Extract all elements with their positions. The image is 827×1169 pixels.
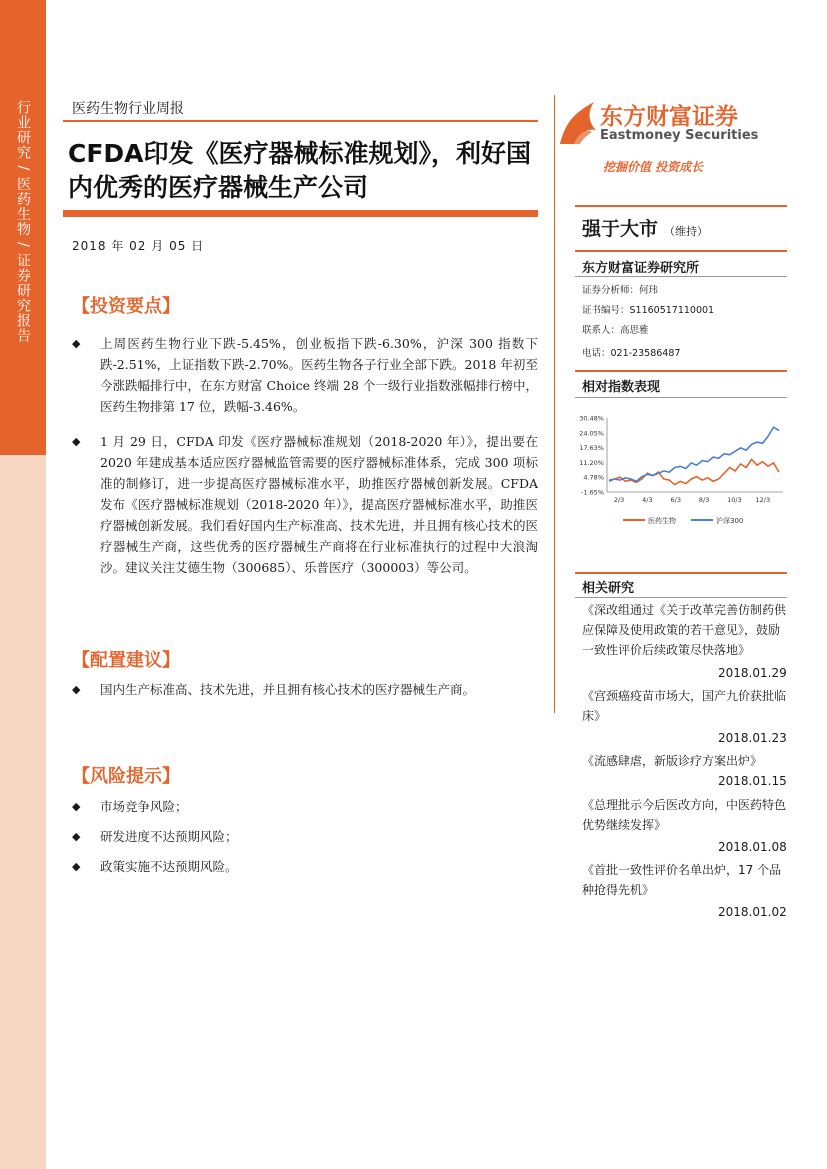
report-date: 2018 年 02 月 05 日	[72, 239, 205, 253]
research-heading-rule	[575, 597, 787, 598]
report-category: 医药生物行业周报	[72, 101, 184, 117]
x-tick-label: 8/3	[698, 496, 710, 504]
y-tick-label: 24.05%	[579, 429, 604, 438]
rating-bottom-rule	[575, 250, 787, 252]
series-line	[609, 427, 779, 481]
rating-note: （维持）	[664, 225, 709, 238]
y-tick-label: 17.63%	[579, 444, 604, 453]
allocation-heading: 【配置建议】	[72, 650, 180, 671]
research-heading: 相关研究	[582, 581, 635, 596]
risk-list	[72, 796, 538, 877]
institute-name: 东方财富证券研究所	[582, 261, 700, 276]
x-tick-label: 12/3	[755, 496, 771, 504]
research-top-rule	[575, 572, 787, 574]
chart-top-rule	[575, 370, 787, 372]
y-tick-label: -1.65%	[581, 488, 604, 497]
research-item-date: 2018.01.29	[718, 666, 787, 680]
rating-top-rule	[575, 205, 787, 207]
relative-index-chart	[573, 408, 788, 543]
certificate: 证书编号：S1160517110001	[582, 305, 715, 316]
risk-heading: 【风险提示】	[72, 766, 180, 787]
list-item: ◆ 上周医药生物行业下跌-5.45%，创业板指下跌-6.30%，沪深 300 指数下跌-2.51%，上证指数下跌-2.70%。医药生物各子行业全部下跌。2018 年初至今涨跌幅排行中，在东方财富 Choice 终端 28 个一级行业指数涨幅排行榜中，医药生物排第 17 位，跌幅-3.46%。	[72, 333, 538, 417]
diamond-bullet-icon: ◆	[72, 860, 81, 873]
diamond-bullet-icon: ◆	[72, 830, 81, 843]
list-item: ◆ 政策实施不达预期风险。	[72, 856, 538, 877]
x-tick-label: 4/3	[642, 496, 653, 504]
column-divider	[554, 95, 555, 713]
list-item: ◆ 1 月 29 日，CFDA 印发《医疗器械标准规划（2018-2020 年）》，提出要在 2020 年建成基本适应医疗器械监管需要的医疗器械标准体系，完成 300 项标准的制修订，进一步提高医疗器械标准水平，助推医疗器械创新发展。CFDA 发布《医疗器械标准规划（2018-2020 年）》，提高医疗器械标准水平，助推医疗器械创新发展。我们看好国内生产标准高、技术先进，并且拥有核心技术的医疗器械生产商，这些优秀的医疗器械生产商将在行业标准执行的过程中大浪淘沙。建议关注艾德生物（300685）、乐普医疗（300003）等公司。	[72, 431, 538, 578]
research-item-title[interactable]: 《总理批示今后医改方向，中医药特色优势继续发挥》	[582, 798, 787, 832]
rating-value: 强于大市	[582, 218, 659, 240]
list-item: ◆ 研发进度不达预期风险；	[72, 826, 538, 847]
institute-rule	[575, 276, 787, 277]
contact: 联系人：高思雅	[582, 325, 649, 336]
legend-label: 沪深300	[716, 517, 744, 525]
diamond-bullet-icon: ◆	[72, 800, 81, 813]
diamond-bullet-icon: ◆	[72, 435, 81, 448]
y-tick-label: 11.20%	[579, 458, 604, 467]
research-item-title[interactable]: 《首批一致性评价名单出炉，17 个品种抢得先机》	[582, 863, 782, 897]
rating-block	[582, 214, 794, 241]
research-item-title[interactable]: 《深改组通过《关于改革完善仿制药供应保障及使用政策的若干意见》，鼓励一致性评价后续政策尽快落地》	[582, 603, 787, 657]
investment-heading: 【投资要点】	[72, 296, 180, 317]
diamond-bullet-icon: ◆	[72, 683, 81, 696]
investment-list	[72, 333, 538, 578]
chart-heading: 相对指数表现	[582, 380, 661, 395]
y-tick-label: 4.78%	[583, 473, 604, 482]
phone: 电话：021-23586487	[582, 348, 681, 359]
research-item-date: 2018.01.08	[718, 840, 787, 854]
allocation-list	[72, 679, 538, 700]
brand-name-cn: 东方财富证券	[600, 104, 738, 130]
title-underline	[63, 210, 538, 217]
list-item: ◆ 市场竞争风险；	[72, 796, 538, 817]
chart-heading-rule	[575, 397, 787, 398]
x-tick-label: 10/3	[727, 496, 742, 504]
brand-name-en: Eastmoney Securities	[600, 128, 759, 143]
sidebar-band	[0, 0, 46, 1169]
list-item: ◆ 国内生产标准高、技术先进，并且拥有核心技术的医疗器械生产商。	[72, 679, 538, 700]
header-divider	[63, 120, 538, 122]
diamond-bullet-icon: ◆	[72, 337, 81, 350]
research-item-date: 2018.01.23	[718, 731, 787, 745]
x-tick-label: 2/3	[613, 496, 625, 504]
research-item-date: 2018.01.15	[718, 774, 787, 788]
legend-label: 医药生物	[648, 517, 676, 525]
brand-slogan: 挖掘价值 投资成长	[603, 160, 704, 174]
sidebar-label: 行业研究 / 医药生物 / 证券研究报告	[15, 100, 31, 344]
research-item-title[interactable]: 《宫颈癌疫苗市场大，国产九价获批临床》	[582, 689, 787, 723]
x-tick-label: 6/3	[670, 496, 681, 504]
report-title: CFDA印发《医疗器械标准规划》，利好国内优秀的医疗器械生产公司	[68, 139, 532, 202]
research-item-title[interactable]: 《流感肆虐，新版诊疗方案出炉》	[582, 754, 763, 768]
research-item-date: 2018.01.02	[718, 905, 787, 919]
y-tick-label: 30.48%	[579, 414, 604, 423]
analyst: 证券分析师：何玮	[582, 285, 659, 296]
